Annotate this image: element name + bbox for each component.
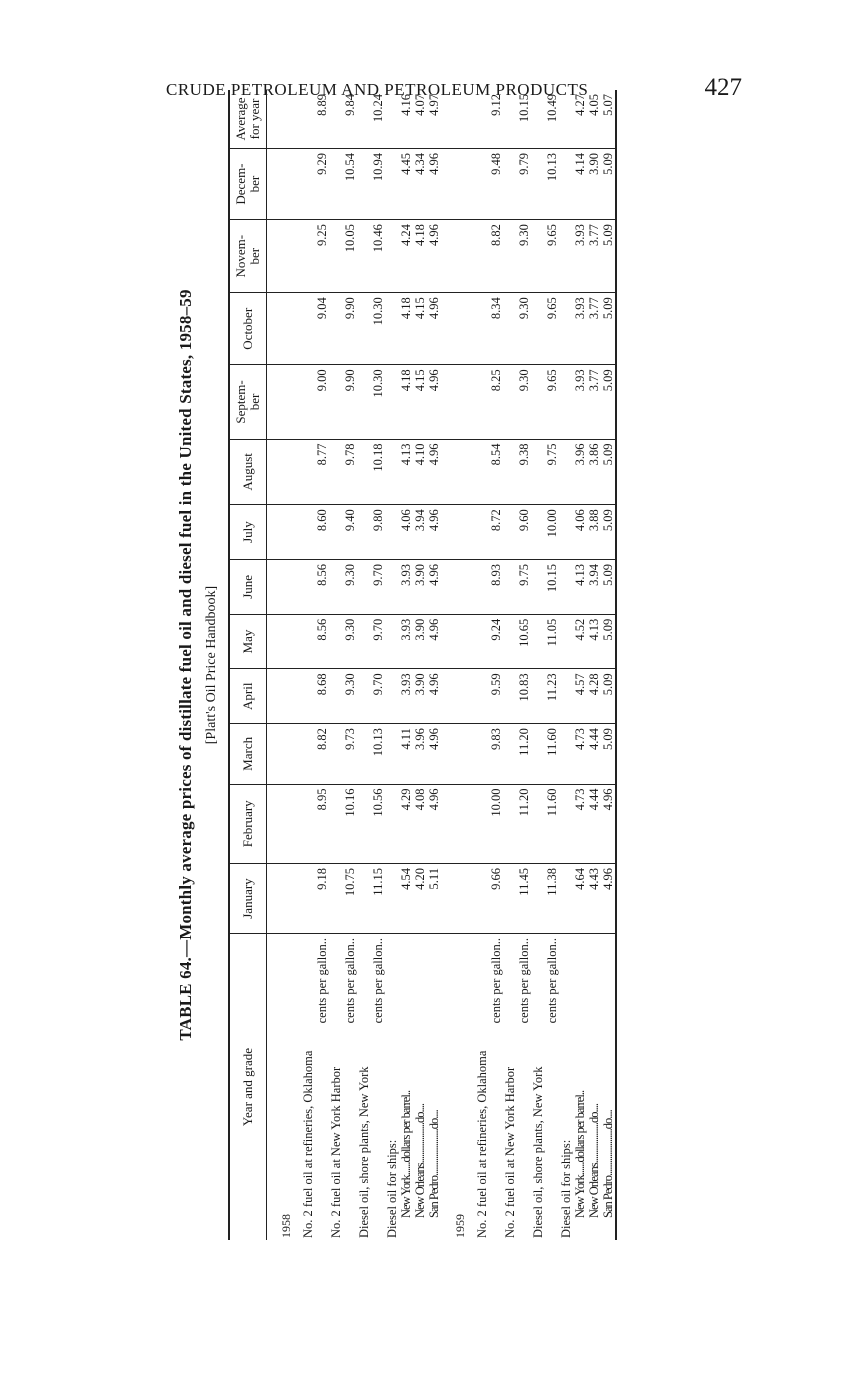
year-row [441, 90, 475, 1240]
value-cell: 3.77 [587, 220, 601, 293]
value-cell: 4.18 [399, 365, 413, 439]
value-cell: 10.05 [329, 220, 357, 293]
value-cell: 4.44 [587, 784, 601, 864]
header-april: April [229, 669, 267, 724]
value-cell: 9.78 [329, 439, 357, 505]
year-label: 1958 [279, 1214, 293, 1238]
value-cell: 9.66 [475, 864, 503, 934]
value-cell: 8.34 [475, 293, 503, 365]
row-label [531, 934, 559, 1241]
table-title: TABLE 64.—Monthly average prices of distillate fuel oil and diesel fuel in the United States, 1958–59 [176, 289, 195, 1041]
row-unit: cents per gallon.. [545, 938, 559, 1024]
value-cell: 4.54 [399, 864, 413, 934]
table-body [267, 90, 617, 1240]
value-cell: 9.84 [329, 90, 357, 149]
value-cell: 10.00 [531, 505, 559, 560]
table-header-row [229, 90, 267, 1240]
value-cell: 4.96 [427, 220, 441, 293]
value-cell: 9.12 [475, 90, 503, 149]
empty-cell [559, 614, 573, 669]
value-cell: 3.93 [573, 365, 587, 439]
value-cell: 4.14 [573, 149, 587, 220]
empty-cell [385, 614, 399, 669]
value-cell: 9.65 [531, 293, 559, 365]
table-row [427, 90, 441, 1240]
header-june: June [229, 559, 267, 614]
value-cell: 9.30 [503, 220, 531, 293]
value-cell: 9.60 [503, 505, 531, 560]
value-cell: 9.18 [301, 864, 329, 934]
value-cell: 4.15 [413, 365, 427, 439]
empty-cell [385, 365, 399, 439]
year-label: 1959 [453, 1214, 467, 1238]
empty-cell [385, 559, 399, 614]
value-cell: 10.30 [357, 293, 385, 365]
value-cell: 4.10 [413, 439, 427, 505]
value-cell: 4.96 [601, 784, 616, 864]
empty-cell [385, 784, 399, 864]
table-row [503, 90, 531, 1240]
value-cell: 4.96 [427, 439, 441, 505]
value-cell: 9.90 [329, 365, 357, 439]
empty-cell [385, 505, 399, 560]
row-unit: cents per gallon.. [371, 938, 385, 1024]
value-cell: 8.95 [301, 784, 329, 864]
value-cell: 9.73 [329, 724, 357, 784]
value-cell: 8.82 [475, 220, 503, 293]
value-cell: 3.86 [587, 439, 601, 505]
value-cell: 3.96 [413, 724, 427, 784]
value-cell: 4.07 [413, 90, 427, 149]
value-cell: 8.56 [301, 559, 329, 614]
empty-cell [559, 724, 573, 784]
value-cell: 4.44 [587, 724, 601, 784]
value-cell: 10.15 [531, 559, 559, 614]
value-cell: 4.18 [399, 293, 413, 365]
group-header-row [559, 90, 573, 1240]
empty-cell [267, 365, 302, 439]
row-unit: cents per gallon.. [315, 938, 329, 1024]
empty-cell [385, 724, 399, 784]
row-label [329, 934, 357, 1241]
empty-cell [559, 784, 573, 864]
value-cell: 4.97 [427, 90, 441, 149]
value-cell: 3.77 [587, 293, 601, 365]
header-november: Novem- ber [229, 220, 267, 293]
row-label: San Pedro......................do.... [601, 934, 616, 1241]
value-cell: 4.13 [573, 559, 587, 614]
page-number: 427 [704, 74, 742, 101]
table-source: [Platt's Oil Price Handbook] [204, 585, 219, 745]
value-cell: 4.96 [427, 505, 441, 560]
value-cell: 9.40 [329, 505, 357, 560]
value-cell: 9.75 [503, 559, 531, 614]
row-label: New Orleans...................do.... [413, 1104, 427, 1218]
value-cell: 10.30 [357, 365, 385, 439]
value-cell: 4.73 [573, 784, 587, 864]
value-cell: 8.89 [301, 90, 329, 149]
value-cell: 9.29 [301, 149, 329, 220]
value-cell: 11.20 [503, 784, 531, 864]
row-label [301, 934, 329, 1241]
empty-cell [441, 439, 475, 505]
value-cell: 3.93 [399, 614, 413, 669]
group-label: Diesel oil for ships: [559, 1139, 573, 1238]
value-cell: 10.18 [357, 439, 385, 505]
empty-cell [441, 149, 475, 220]
value-cell: 4.15 [413, 293, 427, 365]
row-label [475, 934, 503, 1241]
empty-cell [441, 784, 475, 864]
value-cell: 11.38 [531, 864, 559, 934]
row-label-text: No. 2 fuel oil at refineries, Oklahoma [301, 1050, 315, 1238]
empty-cell [385, 439, 399, 505]
row-label: New Orleans...................do.... [587, 1104, 601, 1218]
value-cell: 10.54 [329, 149, 357, 220]
empty-cell [267, 149, 302, 220]
value-cell: 9.48 [475, 149, 503, 220]
table-row [587, 90, 601, 1240]
value-cell: 4.28 [587, 669, 601, 724]
value-cell: 4.06 [399, 505, 413, 560]
value-cell: 8.56 [301, 614, 329, 669]
value-cell: 10.56 [357, 784, 385, 864]
header-october: October [229, 293, 267, 365]
empty-cell [441, 864, 475, 934]
rotated-table-container [176, 90, 636, 1240]
value-cell: 10.24 [357, 90, 385, 149]
value-cell: 10.13 [357, 724, 385, 784]
value-cell: 9.00 [301, 365, 329, 439]
value-cell: 5.09 [601, 505, 616, 560]
value-cell: 4.34 [413, 149, 427, 220]
value-cell: 8.25 [475, 365, 503, 439]
value-cell: 3.94 [413, 505, 427, 560]
empty-cell [385, 90, 399, 149]
header-august: August [229, 439, 267, 505]
group-header-row [385, 90, 399, 1240]
value-cell: 3.93 [399, 559, 413, 614]
row-label: New York......dollars per barrel.. [399, 1090, 413, 1218]
row-label-text: No. 2 fuel oil at New York Harbor [503, 1066, 517, 1238]
empty-cell [559, 293, 573, 365]
value-cell: 4.57 [573, 669, 587, 724]
empty-cell [267, 439, 302, 505]
row-label-text: No. 2 fuel oil at refineries, Oklahoma [475, 1050, 489, 1238]
value-cell: 4.73 [573, 724, 587, 784]
value-cell: 5.09 [601, 365, 616, 439]
value-cell: 9.79 [503, 149, 531, 220]
value-cell: 8.82 [301, 724, 329, 784]
value-cell: 9.65 [531, 220, 559, 293]
row-label: San Pedro......................do.... [427, 1110, 441, 1218]
header-january: January [229, 864, 267, 934]
empty-cell [385, 220, 399, 293]
empty-cell [441, 559, 475, 614]
empty-cell [385, 149, 399, 220]
value-cell: 9.04 [301, 293, 329, 365]
value-cell: 9.24 [475, 614, 503, 669]
header-december: Decem- ber [229, 149, 267, 220]
empty-cell [267, 90, 302, 149]
empty-cell [385, 669, 399, 724]
value-cell: 10.16 [329, 784, 357, 864]
value-cell: 9.38 [503, 439, 531, 505]
value-cell: 4.08 [413, 784, 427, 864]
row-label [503, 934, 531, 1241]
table-row [601, 90, 616, 1240]
row-label: New York......dollars per barrel.. [573, 1090, 587, 1218]
value-cell: 4.24 [399, 220, 413, 293]
value-cell: 5.09 [601, 149, 616, 220]
value-cell: 3.90 [413, 559, 427, 614]
empty-cell [441, 90, 475, 149]
empty-cell [267, 559, 302, 614]
value-cell: 10.46 [357, 220, 385, 293]
row-label-text: Diesel oil, shore plants, New York [531, 1066, 545, 1238]
group-label: Diesel oil for ships: [385, 1139, 399, 1238]
value-cell: 11.05 [531, 614, 559, 669]
value-cell: 3.90 [587, 149, 601, 220]
value-cell: 9.70 [357, 669, 385, 724]
value-cell: 4.96 [427, 149, 441, 220]
value-cell: 3.93 [573, 293, 587, 365]
value-cell: 9.30 [329, 614, 357, 669]
empty-cell [267, 505, 302, 560]
header-march: March [229, 724, 267, 784]
table-row [531, 90, 559, 1240]
value-cell: 5.09 [601, 220, 616, 293]
value-cell: 9.30 [329, 669, 357, 724]
value-cell: 8.54 [475, 439, 503, 505]
empty-cell [267, 784, 302, 864]
value-cell: 5.09 [601, 293, 616, 365]
value-cell: 5.07 [601, 90, 616, 149]
value-cell: 11.23 [531, 669, 559, 724]
header-february: February [229, 784, 267, 864]
empty-cell [385, 293, 399, 365]
empty-cell [267, 864, 302, 934]
empty-cell [559, 864, 573, 934]
running-title: CRUDE PETROLEUM AND PETROLEUM PRODUCTS [166, 80, 589, 99]
value-cell: 5.09 [601, 614, 616, 669]
empty-cell [559, 669, 573, 724]
table-row [573, 90, 587, 1240]
empty-cell [559, 559, 573, 614]
value-cell: 9.30 [329, 559, 357, 614]
empty-cell [441, 293, 475, 365]
value-cell: 3.90 [413, 669, 427, 724]
row-unit: cents per gallon.. [343, 938, 357, 1024]
table-row [357, 90, 385, 1240]
value-cell: 9.65 [531, 365, 559, 439]
value-cell: 3.88 [587, 505, 601, 560]
value-cell: 9.59 [475, 669, 503, 724]
value-cell: 4.20 [413, 864, 427, 934]
value-cell: 4.96 [427, 784, 441, 864]
header-september: Septem- ber [229, 365, 267, 439]
value-cell: 4.96 [427, 724, 441, 784]
empty-cell [559, 439, 573, 505]
header-may: May [229, 614, 267, 669]
empty-cell [441, 220, 475, 293]
empty-cell [441, 669, 475, 724]
empty-cell [441, 365, 475, 439]
empty-cell [385, 864, 399, 934]
value-cell: 9.30 [503, 293, 531, 365]
value-cell: 4.64 [573, 864, 587, 934]
value-cell: 10.65 [503, 614, 531, 669]
value-cell: 9.75 [531, 439, 559, 505]
value-cell: 8.60 [301, 505, 329, 560]
empty-cell [267, 220, 302, 293]
value-cell: 3.77 [587, 365, 601, 439]
empty-cell [559, 149, 573, 220]
value-cell: 4.11 [399, 724, 413, 784]
value-cell: 4.96 [601, 864, 616, 934]
value-cell: 4.96 [427, 669, 441, 724]
year-row [267, 90, 302, 1240]
value-cell: 10.83 [503, 669, 531, 724]
row-label-text: Diesel oil, shore plants, New York [357, 1066, 371, 1238]
header-average-for-year: Average for year [229, 90, 267, 149]
row-label-text: No. 2 fuel oil at New York Harbor [329, 1066, 343, 1238]
table-row [399, 90, 413, 1240]
row-unit: cents per gallon.. [517, 938, 531, 1024]
value-cell: 9.90 [329, 293, 357, 365]
empty-cell [267, 614, 302, 669]
value-cell: 4.96 [427, 614, 441, 669]
value-cell: 4.27 [573, 90, 587, 149]
empty-cell [267, 724, 302, 784]
value-cell: 5.11 [427, 864, 441, 934]
value-cell: 11.15 [357, 864, 385, 934]
value-cell: 3.90 [413, 614, 427, 669]
header-year-and-grade: Year and grade [229, 934, 267, 1241]
header-july: July [229, 505, 267, 560]
value-cell: 9.30 [503, 365, 531, 439]
price-table [228, 90, 617, 1240]
empty-cell [559, 365, 573, 439]
empty-cell [267, 293, 302, 365]
value-cell: 9.80 [357, 505, 385, 560]
value-cell: 10.75 [329, 864, 357, 934]
value-cell: 4.45 [399, 149, 413, 220]
empty-cell [559, 90, 573, 149]
empty-cell [559, 505, 573, 560]
value-cell: 11.45 [503, 864, 531, 934]
row-label [357, 934, 385, 1241]
value-cell: 4.05 [587, 90, 601, 149]
row-unit: cents per gallon.. [489, 938, 503, 1024]
value-cell: 4.18 [413, 220, 427, 293]
value-cell: 4.96 [427, 365, 441, 439]
value-cell: 11.20 [503, 724, 531, 784]
value-cell: 4.96 [427, 293, 441, 365]
value-cell: 4.16 [399, 90, 413, 149]
value-cell: 3.94 [587, 559, 601, 614]
empty-cell [559, 220, 573, 293]
value-cell: 5.09 [601, 724, 616, 784]
empty-cell [441, 614, 475, 669]
value-cell: 8.77 [301, 439, 329, 505]
table-row [301, 90, 329, 1240]
value-cell: 4.96 [427, 559, 441, 614]
empty-cell [441, 505, 475, 560]
value-cell: 10.13 [531, 149, 559, 220]
empty-cell [267, 669, 302, 724]
value-cell: 9.83 [475, 724, 503, 784]
value-cell: 8.93 [475, 559, 503, 614]
value-cell: 4.52 [573, 614, 587, 669]
value-cell: 11.60 [531, 784, 559, 864]
value-cell: 10.15 [503, 90, 531, 149]
value-cell: 5.09 [601, 669, 616, 724]
value-cell: 10.94 [357, 149, 385, 220]
empty-cell [441, 724, 475, 784]
value-cell: 5.09 [601, 439, 616, 505]
value-cell: 3.93 [573, 220, 587, 293]
table-row [475, 90, 503, 1240]
value-cell: 3.93 [399, 669, 413, 724]
value-cell: 11.60 [531, 724, 559, 784]
value-cell: 4.06 [573, 505, 587, 560]
value-cell: 4.13 [399, 439, 413, 505]
value-cell: 4.29 [399, 784, 413, 864]
table-row [413, 90, 427, 1240]
value-cell: 4.43 [587, 864, 601, 934]
value-cell: 9.70 [357, 614, 385, 669]
value-cell: 4.13 [587, 614, 601, 669]
value-cell: 8.72 [475, 505, 503, 560]
value-cell: 5.09 [601, 559, 616, 614]
value-cell: 10.00 [475, 784, 503, 864]
value-cell: 8.68 [301, 669, 329, 724]
value-cell: 9.70 [357, 559, 385, 614]
table-row [329, 90, 357, 1240]
value-cell: 10.49 [531, 90, 559, 149]
value-cell: 3.96 [573, 439, 587, 505]
value-cell: 9.25 [301, 220, 329, 293]
